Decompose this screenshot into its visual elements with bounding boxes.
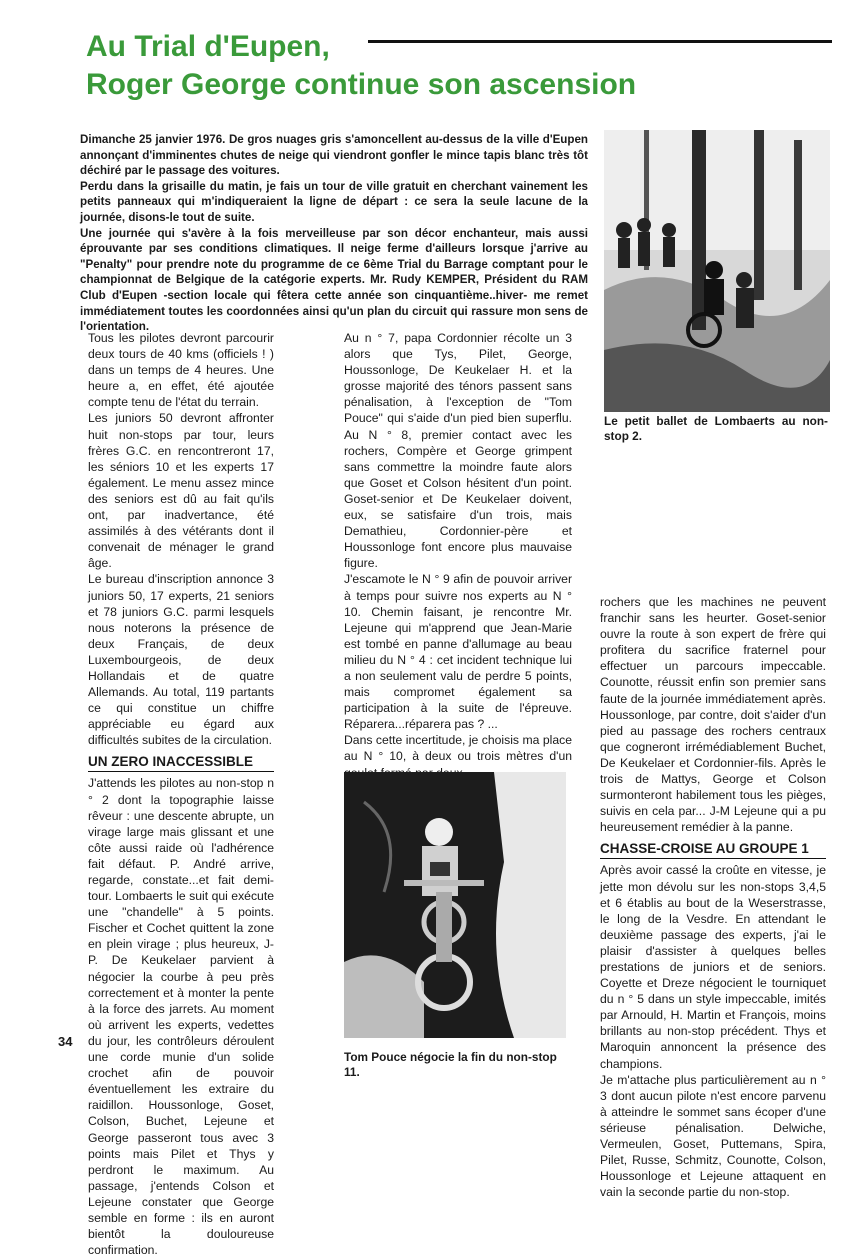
column-3 <box>600 594 826 1200</box>
body-paragraph: Je m'attache plus particulièrement au n ° 3 dont aucun pilote n'est encore parvenu à atteindre le sommet sans écoper d'une sérieuse pénalisation. Delwiche, Vermeulen, Goset, Puttemans, Spira, Pilet, Russe, Schmitz, Counotte, Colson, Houssonloge et Lejeune attaquent en vain la seconde partie du non-stop. <box>600 1072 826 1200</box>
intro-paragraph: Une journée qui s'avère à la fois merveilleuse par son décor enchanteur, mais aussi éprouvante par ses conditions climatiques. Il neige ferme d'ailleurs lorsque j'arrive au "Penalty" pour prendre note du programme de ce 6ème Trial du Barrage comptant pour le championnat de Belgique de la catégorie experts. Mr. Rudy KEMPER, Président du RAM Club d'Eupen -section locale qui fêtera cette année son cinquantième..hiver- me remet immédiatement toutes les coordonnées ainsi qu'un plan du circuit qui rassure mon sens de l'orientation. <box>80 226 588 334</box>
intro-block <box>80 132 588 335</box>
body-paragraph: Après avoir cassé la croûte en vitesse, je jette mon dévolu sur les non-stops 3,4,5 et 6 établis au bout de la Weserstrasse, le long de la Vesdre. En attendant le deuxième passage des experts, j'ai le plaisir d'assister à quelques belles prestations de juniors et de seniors. Coyette et Dreze négocient le tourniquet du n ° 5 dans un style impeccable, imités par Arnould, H. Martin et François, moins brillants au non-stop précédent. Thys et Maroquin annoncent la présence des champions. <box>600 863 826 1071</box>
body-paragraph: Les juniors 50 devront affronter huit non-stops par tour, leurs frères G.C. en rencontreront 17, les séniors 10 et les experts 17 également. Le menu assez mince des seniors est dû au fait qu'ils ont, par inadvertance, été assimilés à des vétérants dont il convenait de ménager le grand âge. <box>88 411 274 571</box>
body-paragraph: J'attends les pilotes au non-stop n ° 2 dont la topographie laisse rêveur : une descente abrupte, un virage large mais glissant et une côte aussi raide où l'adhérence fait défaut. P. André arrive, regarde, constate...et fait demi-tour. Lombaerts le suit qui exécute une "chandelle" à 5 points. Fischer et Cochet quittent la zone en plein virage ; plus heureux, J-P. De Keukelaer parvient à négocier la courbe à peu près correctement et à monter la pente à la force des jarrets. Au moment où arrivent les experts, vedettes du jour, les contrôleurs déroulent une corde munie d'un solide crochet afin de pouvoir éventuellement les extraire du raidillon. Houssonloge, Goset, Colson, Buchet, Lejeune et George passeront tous avec 3 points mais Pilet et Thys y perdront le maximum. Au passage, j'entends Colson et Lejeune constater que George semble en forme : ils en auront bientôt la douloureuse confirmation. <box>88 776 274 1258</box>
column-2 <box>344 330 572 781</box>
section-heading: UN ZERO INACCESSIBLE <box>88 754 274 772</box>
photo-lombaerts <box>604 130 830 412</box>
photo-caption: Le petit ballet de Lombaerts au non-stop 2. <box>604 414 828 443</box>
body-paragraph: Tous les pilotes devront parcourir deux tours de 40 kms (officiels ! ) dans un temps de 4 heures. Une heure a, en effet, été ajoutée compte tenu de l'état du terrain. <box>88 331 274 410</box>
body-paragraph: Le bureau d'inscription annonce 3 juniors 50, 17 experts, 21 seniors et 78 juniors G.C. parmi lesquels nous noterons la présence de deux Français, de deux Luxembourgeois, de deux Hollandais et de quatre Allemands. Au total, 119 partants ce qui constitue un chiffre appréciable eu égard aux difficultés subites de la circulation. <box>88 572 274 748</box>
photo-caption: Tom Pouce négocie la fin du non-stop 11. <box>344 1050 557 1079</box>
column-1 <box>88 330 274 1258</box>
body-paragraph: rochers que les machines ne peuvent franchir sans les heurter. Goset-senior ouvre la route à son expert de frère qui profitera du sacrifice fraternel pour effectuer un parcours impeccable. Counotte, réussit enfin son premier sans faute de la journée immédiatement après. Houssonloge, par contre, doit s'aider d'un pied au passage des rochers centraux que cogneront irrémédiablement Buchet, De Keukelaer et Cordonnier-fils. Après le trois de Mattys, George et Colson surmonteront habilement tous les pièges, suivis en cela par... J-M Lejeune qui a pu heureusement remédier à la panne. <box>600 595 826 835</box>
body-paragraph: Dans cette incertitude, je choisis ma place au N ° 10, à deux ou trois mètres d'un <box>344 733 572 764</box>
page-number: 34 <box>58 1034 73 1049</box>
title-line-1: Au Trial d'Eupen, <box>86 30 330 63</box>
title-line-2: Roger George continue son ascension <box>86 68 637 101</box>
intro-paragraph: Perdu dans la grisaille du matin, je fais un tour de ville gratuit en cherchant vainement les petits panneaux qui m'indiqueraient la ligne de départ : ce sera la seule lacune de la journée, disons-le tout de suite. <box>80 179 588 224</box>
photo-tom-pouce <box>344 772 566 1038</box>
title-rule <box>368 40 832 43</box>
intro-paragraph: Dimanche 25 janvier 1976. De gros nuages gris s'amoncellent au-dessus de la ville d'Eupen annonçant d'imminentes chutes de neige qui viendront gonfler le mince tapis blanc très tôt déchiré par le passage des voitures. <box>80 133 588 178</box>
body-paragraph: J'escamote le N ° 9 afin de pouvoir arriver à temps pour suivre nos experts au N ° 10. Chemin faisant, je rencontre Mr. Lejeune qui m'apprend que Jean-Marie est tombé en panne d'allumage au beau milieu du N ° 4 : cet incident technique lui a non seulement valu de perdre 5 points, mais compromet également sa participation à la suite de l'épreuve. Réparera...réparera pas ? ... <box>344 572 572 732</box>
body-paragraph: Au n ° 7, papa Cordonnier récolte un 3 alors que Tys, Pilet, George, Houssonloge, De Keukelaer H. et la grosse majorité des ténors passent sans pénalisation, à l'exception de "Tom Pouce" qui s'aide d'un pied bien superflu. Au N ° 8, premier contact avec les rochers, Compère et George grimpent sans commettre la moindre faute alors que Goset et Colson hésitent d'un point. Goset-senior et De Keukelaer doivent, eux, se satisfaire d'un trois, mais Demathieu, Cordonnier-père et Houssonloge font encore plus mauvaise figure. <box>344 331 572 571</box>
section-heading: CHASSE-CROISE AU GROUPE 1 <box>600 841 826 859</box>
